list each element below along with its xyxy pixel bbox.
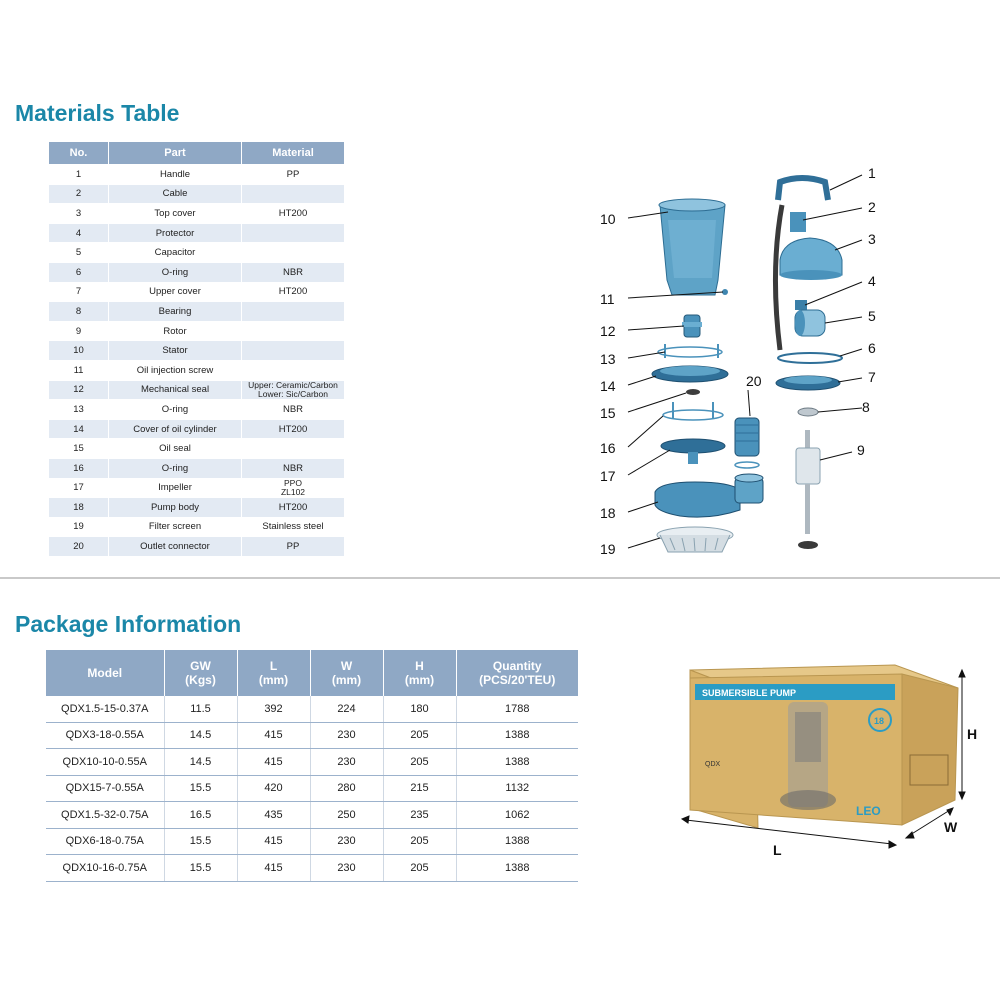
label-17: 17 (600, 468, 616, 484)
package-qty-cell: 1388 (456, 722, 578, 749)
package-table (46, 650, 578, 882)
package-header-cell (237, 650, 310, 696)
package-gw-cell: 14.5 (164, 749, 237, 776)
package-w-cell: 230 (310, 855, 383, 882)
upper-cover-part (776, 376, 840, 390)
materials-no-cell: 11 (49, 360, 109, 380)
package-header-line1: L (269, 659, 278, 673)
package-h-cell: 205 (383, 855, 456, 882)
materials-part-cell: Outlet connector (109, 537, 242, 557)
materials-material-cell (242, 302, 345, 322)
dim-w-label: W (944, 819, 958, 835)
materials-no-cell: 1 (49, 165, 109, 185)
materials-part-cell: Pump body (109, 498, 242, 518)
package-header-line1: W (340, 659, 353, 673)
package-row (46, 855, 578, 882)
package-qty-cell: 1388 (456, 855, 578, 882)
materials-no-cell: 2 (49, 184, 109, 204)
top-cover-part (780, 238, 842, 280)
materials-no-cell: 7 (49, 282, 109, 302)
materials-material-cell: NBR (242, 458, 345, 478)
pump-body-part (655, 474, 763, 517)
materials-part-cell: Bearing (109, 302, 242, 322)
box-label-text: SUBMERSIBLE PUMP (702, 688, 797, 698)
materials-part-cell: Oil seal (109, 439, 242, 459)
package-h-cell: 215 (383, 775, 456, 802)
materials-no-cell: 16 (49, 458, 109, 478)
oring-16-part (663, 402, 723, 420)
package-title: Package Information (15, 611, 242, 637)
materials-row (49, 537, 345, 557)
package-w-cell: 280 (310, 775, 383, 802)
materials-part-cell: Capacitor (109, 243, 242, 263)
package-qty-cell: 1062 (456, 802, 578, 829)
package-h-cell: 205 (383, 749, 456, 776)
materials-material-line1: Upper: Ceramic/Carbon (248, 379, 338, 390)
materials-no-cell: 13 (49, 400, 109, 420)
materials-material-cell (242, 360, 345, 380)
materials-material-cell (242, 321, 345, 341)
materials-material-cell: PP (242, 165, 345, 185)
materials-part-cell: Top cover (109, 204, 242, 224)
package-row (46, 775, 578, 802)
package-gw-cell: 11.5 (164, 696, 237, 722)
dim-l-label: L (773, 842, 782, 858)
package-header-cell (383, 650, 456, 696)
package-header-line2: (mm) (404, 673, 435, 687)
label-2: 2 (868, 199, 876, 215)
materials-part-cell: Oil injection screw (109, 360, 242, 380)
oring-13-part (658, 344, 722, 358)
materials-part-cell: Protector (109, 223, 242, 243)
label-19: 19 (600, 541, 616, 557)
package-row (46, 696, 578, 722)
box-pump-photo (780, 702, 836, 810)
materials-row (49, 165, 345, 185)
materials-no-cell: 15 (49, 439, 109, 459)
package-gw-cell: 15.5 (164, 855, 237, 882)
package-header-cell (164, 650, 237, 696)
materials-row (49, 184, 345, 204)
materials-material-cell (242, 439, 345, 459)
package-w-cell: 230 (310, 722, 383, 749)
materials-header-row (49, 142, 345, 165)
materials-row (49, 243, 345, 263)
filter-screen-part (657, 527, 733, 552)
materials-row (49, 302, 345, 322)
capacitor-part (795, 310, 825, 336)
package-w-cell: 224 (310, 696, 383, 722)
materials-row (49, 262, 345, 282)
package-header-line1: GW (190, 659, 211, 673)
materials-no-cell: 10 (49, 341, 109, 361)
package-row (46, 749, 578, 776)
package-gw-cell: 16.5 (164, 802, 237, 829)
package-l-cell: 415 (237, 828, 310, 855)
materials-part-cell: O-ring (109, 458, 242, 478)
label-13: 13 (600, 351, 616, 367)
materials-material-cell: NBR (242, 262, 345, 282)
oring-6-part (778, 353, 842, 363)
label-6: 6 (868, 340, 876, 356)
materials-row (49, 341, 345, 361)
badge-text: 18 (874, 716, 885, 726)
materials-material-cell (242, 341, 345, 361)
label-1: 1 (868, 165, 876, 181)
materials-no-cell: 12 (49, 380, 109, 400)
materials-no-cell: 8 (49, 302, 109, 322)
package-row (46, 802, 578, 829)
package-h-cell: 205 (383, 828, 456, 855)
materials-material-cell: HT200 (242, 498, 345, 518)
box-model-text: QDX (705, 761, 721, 768)
materials-no-cell: 14 (49, 419, 109, 439)
package-header-line2: (mm) (258, 673, 289, 687)
package-header-line2: (mm) (331, 673, 362, 687)
package-w-cell: 250 (310, 802, 383, 829)
materials-part-cell: Cover of oil cylinder (109, 419, 242, 439)
materials-part-cell: O-ring (109, 262, 242, 282)
materials-no-cell: 4 (49, 223, 109, 243)
package-header-cell (456, 650, 578, 696)
label-16: 16 (600, 440, 616, 456)
label-11: 11 (600, 291, 615, 307)
materials-no-cell: 18 (49, 498, 109, 518)
materials-row (49, 321, 345, 341)
materials-material-cell (242, 223, 345, 243)
package-gw-cell: 14.5 (164, 722, 237, 749)
package-model-cell: QDX1.5-32-0.75A (46, 802, 164, 829)
materials-material-cell: Stainless steel (242, 517, 345, 537)
dim-h-label: H (967, 726, 978, 742)
section-divider (0, 577, 1000, 579)
materials-no-cell: 19 (49, 517, 109, 537)
materials-part-cell: O-ring (109, 400, 242, 420)
materials-row (49, 360, 345, 380)
package-model-cell: QDX1.5-15-0.37A (46, 696, 164, 722)
label-9: 9 (857, 442, 865, 458)
materials-part-cell: Impeller (109, 478, 242, 498)
package-header-line2: (PCS/20'TEU) (479, 673, 556, 687)
impeller-part (661, 439, 725, 464)
materials-no-cell: 9 (49, 321, 109, 341)
materials-title: Materials Table (15, 100, 180, 126)
materials-part-cell: Cable (109, 184, 242, 204)
label-12: 12 (600, 323, 616, 339)
materials-material-cell: PP (242, 537, 345, 557)
package-l-cell: 435 (237, 802, 310, 829)
label-7: 7 (868, 369, 876, 385)
outlet-connector-part (735, 418, 759, 468)
materials-row (49, 478, 345, 498)
materials-material-cell (242, 478, 345, 498)
materials-row (49, 458, 345, 478)
materials-part-cell: Upper cover (109, 282, 242, 302)
package-model-cell: QDX10-10-0.55A (46, 749, 164, 776)
label-4: 4 (868, 273, 876, 289)
materials-material-cell: NBR (242, 400, 345, 420)
label-20: 20 (746, 373, 762, 389)
bearing-part (798, 408, 818, 416)
materials-no-cell: 17 (49, 478, 109, 498)
package-model-cell: QDX3-18-0.55A (46, 722, 164, 749)
package-model-cell: QDX6-18-0.75A (46, 828, 164, 855)
materials-no-cell: 5 (49, 243, 109, 263)
package-qty-cell: 1788 (456, 696, 578, 722)
box-brand: LEO (856, 804, 881, 818)
oil-seal-part (686, 389, 700, 395)
package-model-cell: QDX10-16-0.75A (46, 855, 164, 882)
package-header-cell (46, 650, 164, 696)
package-h-cell: 180 (383, 696, 456, 722)
materials-part-cell: Mechanical seal (109, 380, 242, 400)
materials-material-cell: HT200 (242, 204, 345, 224)
materials-row (49, 282, 345, 302)
materials-no-cell: 20 (49, 537, 109, 557)
package-l-cell: 415 (237, 749, 310, 776)
package-header-line2: (Kgs) (185, 673, 216, 687)
materials-material-cell (242, 184, 345, 204)
materials-part-cell: Handle (109, 165, 242, 185)
materials-row (49, 204, 345, 224)
stator-part (659, 199, 725, 295)
materials-material-cell: HT200 (242, 419, 345, 439)
header-part: Part (109, 142, 242, 165)
package-header-row (46, 650, 578, 696)
package-header-line1: Model (87, 666, 123, 680)
label-8: 8 (862, 399, 870, 415)
label-15: 15 (600, 405, 616, 421)
package-row (46, 722, 578, 749)
oil-cylinder-cover-part (652, 366, 728, 382)
mechanical-seal-part (682, 315, 702, 337)
package-l-cell: 420 (237, 775, 310, 802)
package-h-cell: 205 (383, 722, 456, 749)
materials-row (49, 439, 345, 459)
package-header-cell (310, 650, 383, 696)
header-no: No. (49, 142, 109, 165)
materials-material-cell (242, 380, 345, 400)
materials-material-cell: HT200 (242, 282, 345, 302)
package-h-cell: 235 (383, 802, 456, 829)
exploded-pump-diagram (590, 160, 900, 570)
materials-table (48, 141, 345, 557)
rotor-part (796, 430, 820, 549)
package-l-cell: 415 (237, 722, 310, 749)
materials-row (49, 419, 345, 439)
label-3: 3 (868, 231, 876, 247)
materials-row (49, 380, 345, 400)
label-14: 14 (600, 378, 616, 394)
materials-material-line2: Lower: Sic/Carbon (258, 388, 328, 399)
materials-no-cell: 6 (49, 262, 109, 282)
package-qty-cell: 1388 (456, 749, 578, 776)
materials-row (49, 223, 345, 243)
materials-row (49, 400, 345, 420)
label-18: 18 (600, 505, 616, 521)
materials-material-line2: ZL102 (280, 486, 306, 497)
header-material: Material (242, 142, 345, 165)
materials-material-cell (242, 243, 345, 263)
materials-part-cell: Filter screen (109, 517, 242, 537)
package-l-cell: 415 (237, 855, 310, 882)
package-qty-cell: 1388 (456, 828, 578, 855)
package-gw-cell: 15.5 (164, 775, 237, 802)
package-gw-cell: 15.5 (164, 828, 237, 855)
package-model-cell: QDX15-7-0.55A (46, 775, 164, 802)
package-w-cell: 230 (310, 749, 383, 776)
materials-part-cell: Rotor (109, 321, 242, 341)
materials-row (49, 517, 345, 537)
materials-row (49, 498, 345, 518)
package-w-cell: 230 (310, 828, 383, 855)
carton-box-illustration (670, 660, 980, 860)
label-5: 5 (868, 308, 876, 324)
package-qty-cell: 1132 (456, 775, 578, 802)
package-l-cell: 392 (237, 696, 310, 722)
package-row (46, 828, 578, 855)
package-header-line1: H (415, 659, 424, 673)
materials-material-line1: PPO (284, 477, 302, 488)
box-side-face (902, 674, 958, 825)
label-10: 10 (600, 211, 616, 227)
materials-part-cell: Stator (109, 341, 242, 361)
materials-no-cell: 3 (49, 204, 109, 224)
package-header-line1: Quantity (492, 659, 542, 673)
